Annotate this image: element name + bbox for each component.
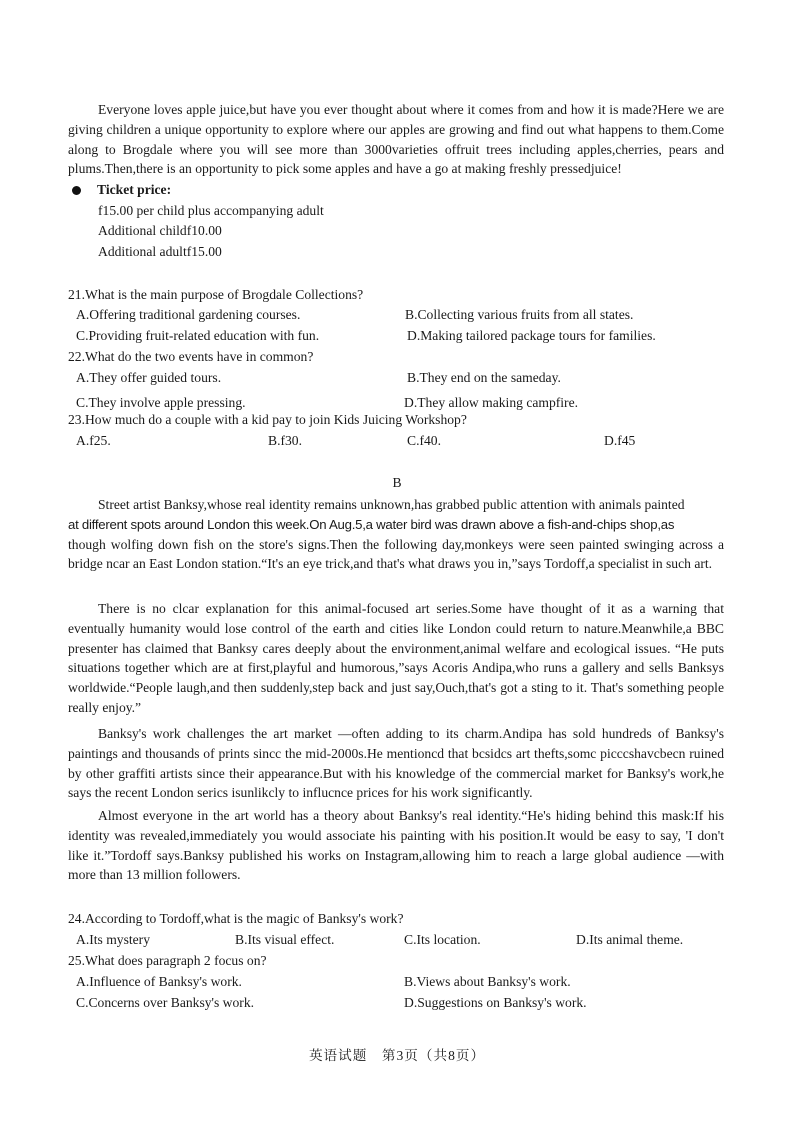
passage-b-paragraph-2: There is no clcar explanation for this animal-focused art series.Some have thought of it as a warning that eventually humanity would lose control of the earth and cities like London could return to nature.Meanwhile,a BBC presenter has claimed that Banksy cares deeply about the environment,animal welfare and ecological issues. “He puts situations together which are at first,playful and humorous,”says Acoris Andipa,who runs a gallery and sells Banksys worldwide.“People laugh,and then suddenly,step back and just say,Ouch,that's got a sting to it. That's something people really enjoy.”: [68, 601, 724, 715]
question-24-stem: 24.According to Tordoff,what is the magic of Banksy's work?: [68, 911, 404, 926]
question-21-stem: 21.What is the main purpose of Brogdale Collections?: [68, 287, 364, 302]
question-22-stem: 22.What do the two events have in common?: [68, 349, 314, 364]
passage-b-p1-rest: though wolfing down fish on the store's signs.Then the following day,monkeys were seen painted swinging across a bridge ncar an East London station.“It's an eye trick,and that's what draws you in,”says Tordoff,a specialist in such art.: [68, 536, 724, 572]
question-24-option-a: A.Its mystery: [76, 932, 151, 947]
ticket-price-heading-row: [72, 180, 171, 200]
ticket-line-additional-adult: Additional adultf15.00: [98, 244, 222, 259]
passage-b-p1-line2: at different spots around London this week.On Aug.5,a water bird was drawn above a fish-and-chips shop,as: [68, 516, 675, 532]
ticket-line-additional-child: Additional childf10.00: [98, 223, 222, 238]
question-21-option-d: D.Making tailored package tours for families.: [407, 328, 656, 343]
question-24-option-d: D.Its animal theme.: [576, 932, 684, 947]
passage-b-paragraph-1: [68, 495, 724, 574]
question-23-option-a: A.f25.: [76, 433, 111, 448]
question-22-option-d: D.They allow making campfire.: [404, 395, 579, 410]
passage-b-paragraph-4: Almost everyone in the art world has a theory about Banksy's real identity.“He's hiding behind this mask:If his identity was revealed,immediately you would associate his painting with his position.It would be easy to say, 'I don't like it.”Tordoff says.Banksy published his works on Instagram,allowing him to reach a large global audience —with more than 13 million followers.: [68, 808, 724, 883]
question-25-option-d: D.Suggestions on Banksy's work.: [404, 995, 587, 1010]
question-23-option-c: C.f40.: [407, 433, 441, 448]
section-b-heading: B: [392, 475, 402, 490]
passage-b-p1-line1: Street artist Banksy,whose real identity remains unknown,has grabbed public attention with animals painted: [98, 497, 685, 512]
question-25-option-b: B.Views about Banksy's work.: [404, 974, 571, 989]
page-footer: 英语试题 第3页（共8页）: [308, 1048, 486, 1063]
question-23-option-d: D.f45: [604, 433, 636, 448]
passage-a-intro: Everyone loves apple juice,but have you ever thought about where it comes from and how it is made?Here we are giving children a unique opportunity to explore where our apples are growing and find out what happens to them.Come along to Brogdale where you will see more than 3000varieties offruit trees including apples,cherries, pears and plums.Then,there is an opportunity to pick some apples and have a go at making freshly pressedjuice!: [68, 102, 724, 177]
question-22-option-c: C.They involve apple pressing.: [76, 395, 246, 410]
question-22-option-b: B.They end on the sameday.: [407, 370, 561, 385]
question-24-option-b: B.Its visual effect.: [235, 932, 335, 947]
question-21-option-c: C.Providing fruit-related education with fun.: [76, 328, 320, 343]
question-25-stem: 25.What does paragraph 2 focus on?: [68, 953, 267, 968]
bullet-icon: [72, 186, 81, 195]
question-22-option-a: A.They offer guided tours.: [76, 370, 222, 385]
ticket-price-heading: Ticket price:: [97, 182, 172, 197]
question-21-option-a: A.Offering traditional gardening courses.: [76, 307, 301, 322]
question-23-stem: 23.How much do a couple with a kid pay to join Kids Juicing Workshop?: [68, 412, 467, 427]
question-23-option-b: B.f30.: [268, 433, 302, 448]
question-21-option-b: B.Collecting various fruits from all states.: [405, 307, 634, 322]
passage-b-paragraph-3: Banksy's work challenges the art market —often adding to its charm.Andipa has sold hundreds of Banksy's paintings and thousands of prints sincc the mid-2000s.He mentioncd that bcsidcs art thefts,somc piccсshavcbecn ruined by other graffiti artists since their appearance.But with his knowledge of the commercial market for Banksy's work,he says the recent London serics isunlikcly to influcnce prices for his work significantly.: [68, 726, 724, 801]
question-24-option-c: C.Its location.: [404, 932, 481, 947]
ticket-line-child: f15.00 per child plus accompanying adult: [98, 203, 324, 218]
question-25-option-c: C.Concerns over Banksy's work.: [76, 995, 255, 1010]
question-25-option-a: A.Influence of Banksy's work.: [76, 974, 242, 989]
